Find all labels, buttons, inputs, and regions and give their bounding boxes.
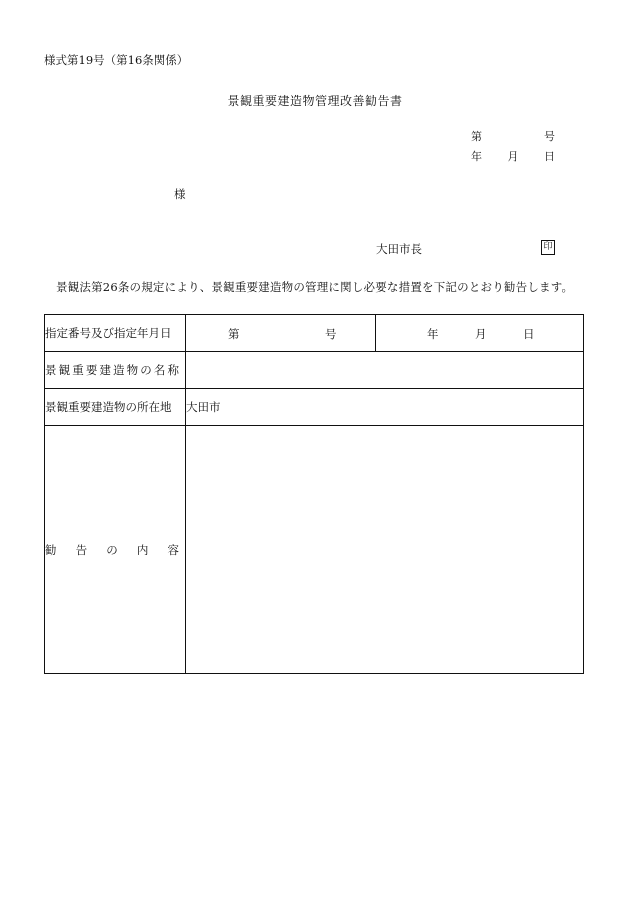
designation-date-month: 月: [475, 327, 487, 341]
issuer-name: 大田市長: [376, 242, 422, 256]
doc-date-year: 年: [471, 150, 482, 163]
doc-number-prefix: 第: [471, 130, 482, 143]
building-location-row: [45, 389, 584, 426]
addressee-suffix: 様: [174, 187, 186, 201]
designation-number-prefix: 第: [228, 327, 240, 341]
recommendation-content-value: [186, 426, 584, 674]
recommendation-content-label: 勧 告 の 内 容: [45, 426, 186, 674]
doc-number-suffix: 号: [544, 130, 555, 143]
building-name-value: [186, 352, 584, 389]
document-title: 景観重要建造物管理改善勧告書: [227, 94, 403, 108]
seal-mark: 印: [541, 240, 555, 255]
designation-number-suffix: 号: [325, 327, 337, 341]
designation-date-year: 年: [427, 327, 439, 341]
document-number-line: [471, 128, 555, 144]
designation-row: [45, 315, 584, 352]
designation-date-day: 日: [523, 327, 535, 341]
document-date-line: [471, 148, 555, 164]
building-location-label: 景観重要建造物の所在地: [45, 389, 186, 426]
building-name-row: [45, 352, 584, 389]
doc-date-day: 日: [544, 150, 555, 163]
recommendation-body-text: 景観法第26条の規定により、景観重要建造物の管理に関し必要な措置を下記のとおり勧告します。: [56, 280, 574, 294]
designation-number-cell: [186, 315, 376, 352]
recommendation-content-row: [45, 426, 584, 674]
recommendation-form-table: [44, 314, 584, 674]
designation-label: 指定番号及び指定年月日: [45, 315, 186, 352]
building-location-value: 大田市: [186, 389, 584, 426]
form-number: 様式第19号（第16条関係）: [44, 53, 189, 67]
designation-date-cell: [376, 315, 584, 352]
building-name-label: 景 観 重 要 建 造 物 の 名 称: [45, 352, 186, 389]
doc-date-month: 月: [507, 150, 519, 163]
